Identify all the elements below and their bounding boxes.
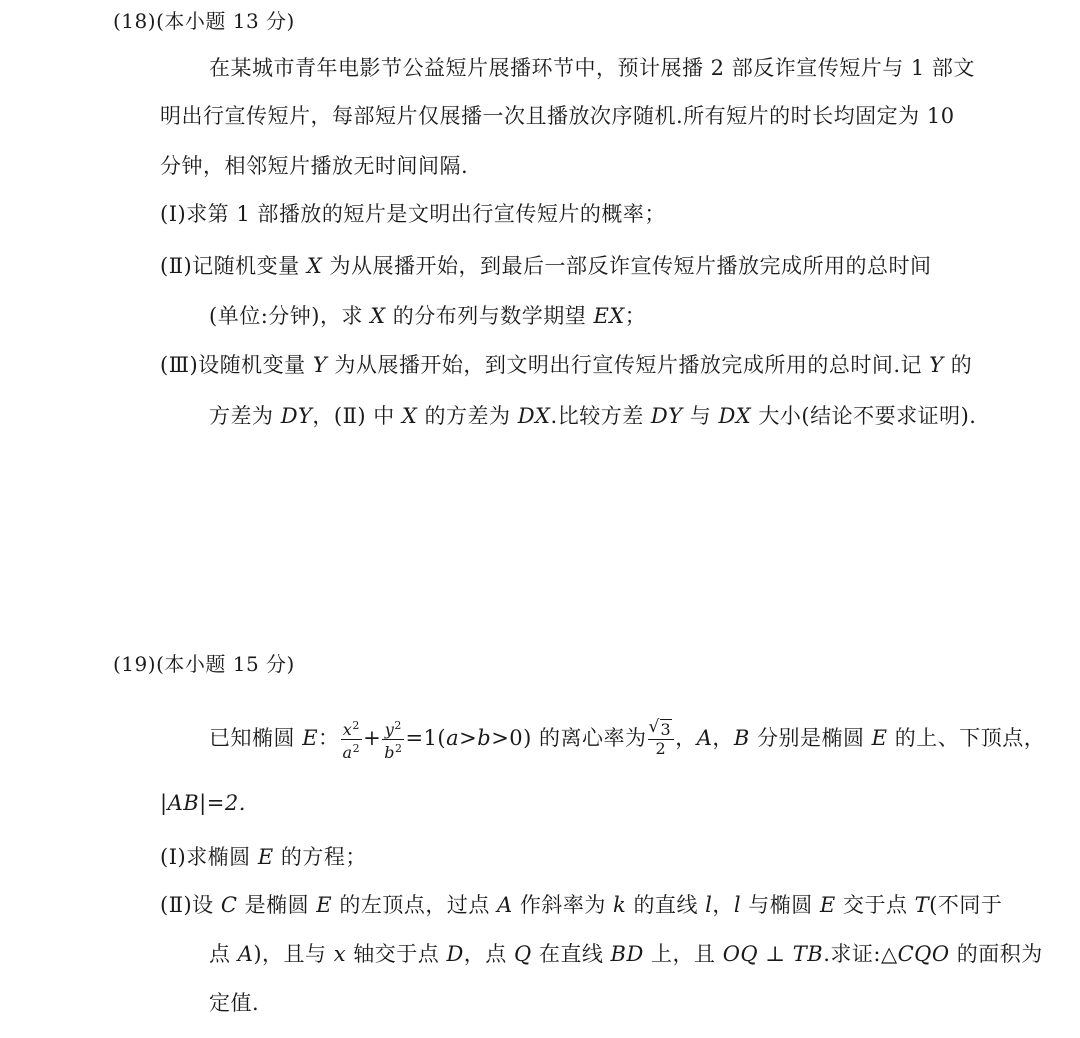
q18-part1-label: (Ⅰ) [160,202,187,226]
q19-part2-label: (Ⅱ) [160,893,193,917]
q19-part2-text: (不同于 [929,893,1003,917]
q19-part2-text: 是椭圆 [237,893,317,917]
q18-part2-text: ； [624,304,647,328]
q19-part2-text: ， [712,893,734,917]
q18-part2-text: 为从展播开始，到最后一部反诈宣传短片播放完成所用的总时间 [322,254,932,278]
q19-number: (19) [113,652,157,676]
var-a: A [696,726,713,750]
q19-intro-text: ， [675,726,697,750]
var-y: Y [312,353,328,377]
q18-part2-text: (单位:分钟)，求 [209,304,371,328]
var-b: B [733,726,750,750]
frac-numerator: y [384,720,395,739]
var-a: A [237,942,254,966]
q18-part3-text: 的方差为 [417,404,518,428]
q19-part2-text: 与椭圆 [741,893,820,917]
q18-part2-line-1 [160,251,932,281]
q18-intro-line-1: 在某城市青年电影节公益短片展播环节中，预计展播 2 部反诈宣传短片与 1 部文 [209,56,975,80]
q18-part1 [160,199,666,229]
var-dx: DX [517,404,551,428]
frac-denominator: b [384,743,395,762]
var-a: A [497,893,513,917]
frac-denominator: a [342,743,353,762]
q18-part1-text: 求第 1 部播放的短片是文明出行宣传短片的概率； [186,202,666,226]
exponent: 2 [352,742,361,755]
var-e: E [819,893,836,917]
q18-intro-line-2: 明出行宣传短片，每部短片仅展播一次且播放次序随机.所有短片的时长均固定为 10 [160,104,955,128]
q19-part2-line-2 [209,939,1043,969]
q18-header [113,6,295,36]
q18-part3-text: ，(Ⅱ) 中 [312,404,402,428]
frac-denominator: 2 [655,739,667,758]
q18-part2-line-2 [209,301,646,331]
var-dx: DX [718,404,752,428]
fraction-y2-over-b2 [382,717,404,762]
q19-part2-text: )，且与 [253,942,334,966]
var-y: Y [929,353,944,377]
var-oq: OQ [722,942,759,966]
q19-intro-text: 分别是椭圆 [749,726,872,750]
q19-part1-label: (Ⅰ) [160,845,187,869]
var-x: X [306,254,323,278]
q18-part3-label: (Ⅲ) [160,353,199,377]
var-ex: EX [593,304,625,328]
q19-part2-text: 交于点 [835,893,915,917]
q18-part2-text: 的分布列与数学期望 [385,304,594,328]
frac-numerator: x [342,720,353,739]
fraction-x2-over-a2 [341,717,363,762]
var-dy: DY [280,404,313,428]
var-l: l [733,893,742,917]
exponent: 2 [394,742,403,755]
var-x: X [370,304,386,328]
exponent: 2 [394,719,402,732]
q18-number: (18) [113,9,157,33]
q18-part3-line-2 [209,401,976,431]
var-x: X [401,404,418,428]
q18-part3-text: 方差为 [209,404,281,428]
q19-part2-text: 作斜率为 [512,893,614,917]
q18-part3-text: 的 [943,353,973,377]
var-cqo: CQO [897,942,950,966]
q18-part3-text: 为从展播开始，到文明出行宣传短片播放完成所用的总时间.记 [327,353,930,377]
q19-intro-text: =1( [405,726,447,750]
q19-intro-text: 的上、下顶点， [887,726,1046,750]
var-e: E [257,845,274,869]
q19-part2-text: 的面积为 [949,942,1043,966]
q19-part1 [160,842,367,872]
var-bd: BD [610,942,644,966]
q18-score-note: (本小题 13 分) [156,9,295,33]
q19-part2-text: ，点 [463,942,514,966]
q19-intro-text: ： [318,726,340,750]
q18-part3-text: 与 [682,404,719,428]
q19-part2-line-3: 定值. [209,991,260,1015]
radicand: 3 [660,720,672,739]
sqrt-symbol [648,717,673,739]
var-e: E [871,726,888,750]
q19-part2-text: 点 [209,942,238,966]
fraction-sqrt3-over-2 [648,717,675,758]
var-q: Q [513,942,532,966]
q19-header [113,649,295,679]
q19-part2-text: 在直线 [531,942,611,966]
q18-part3-text: .比较方差 [550,404,651,428]
var-d: D [446,942,464,966]
var-a: a [446,726,460,750]
plus-sign: + [363,726,382,750]
var-l: l [705,893,713,917]
exponent: 2 [352,719,360,732]
q19-intro-text: ， [712,726,734,750]
var-e: E [316,893,333,917]
var-dy: DY [650,404,683,428]
var-t: T [914,893,930,917]
q19-intro-text: >0) 的离心率为 [491,726,647,750]
perpendicular-symbol: ⊥ [758,942,793,966]
q18-part3-line-1 [160,350,972,380]
q18-part3-text: 设随机变量 [198,353,313,377]
q19-intro-text: 已知椭圆 [209,726,303,750]
q19-part1-text: 的方程； [273,845,367,869]
q19-intro-line-1 [209,716,1045,762]
q18-part2-text: 记随机变量 [192,254,307,278]
q18-part2-label: (Ⅱ) [160,254,193,278]
q19-part2-text: 上，且 [643,942,723,966]
var-x: x [333,942,347,966]
q19-part2-line-1 [160,890,1002,920]
radical-sign: √ [648,717,660,737]
gt-sign: > [459,726,478,750]
var-tb: TB [792,942,824,966]
q19-part2-text: 轴交于点 [346,942,447,966]
var-e: E [302,726,319,750]
var-c: C [220,893,238,917]
q18-part3-text: 大小(结论不要求证明). [751,404,977,428]
q19-part2-text: .求证:△ [823,942,898,966]
q19-intro-line-2: |AB|=2. [160,791,246,815]
q19-score-note: (本小题 15 分) [156,652,295,676]
q19-part2-text: 的左顶点，过点 [332,893,497,917]
q19-part2-text: 的直线 [626,893,706,917]
var-b: b [477,726,492,750]
q18-intro-line-3: 分钟，相邻短片播放无时间间隔. [160,154,469,178]
q19-part2-text: 设 [192,893,221,917]
var-k: k [613,893,627,917]
q19-part1-text: 求椭圆 [186,845,258,869]
